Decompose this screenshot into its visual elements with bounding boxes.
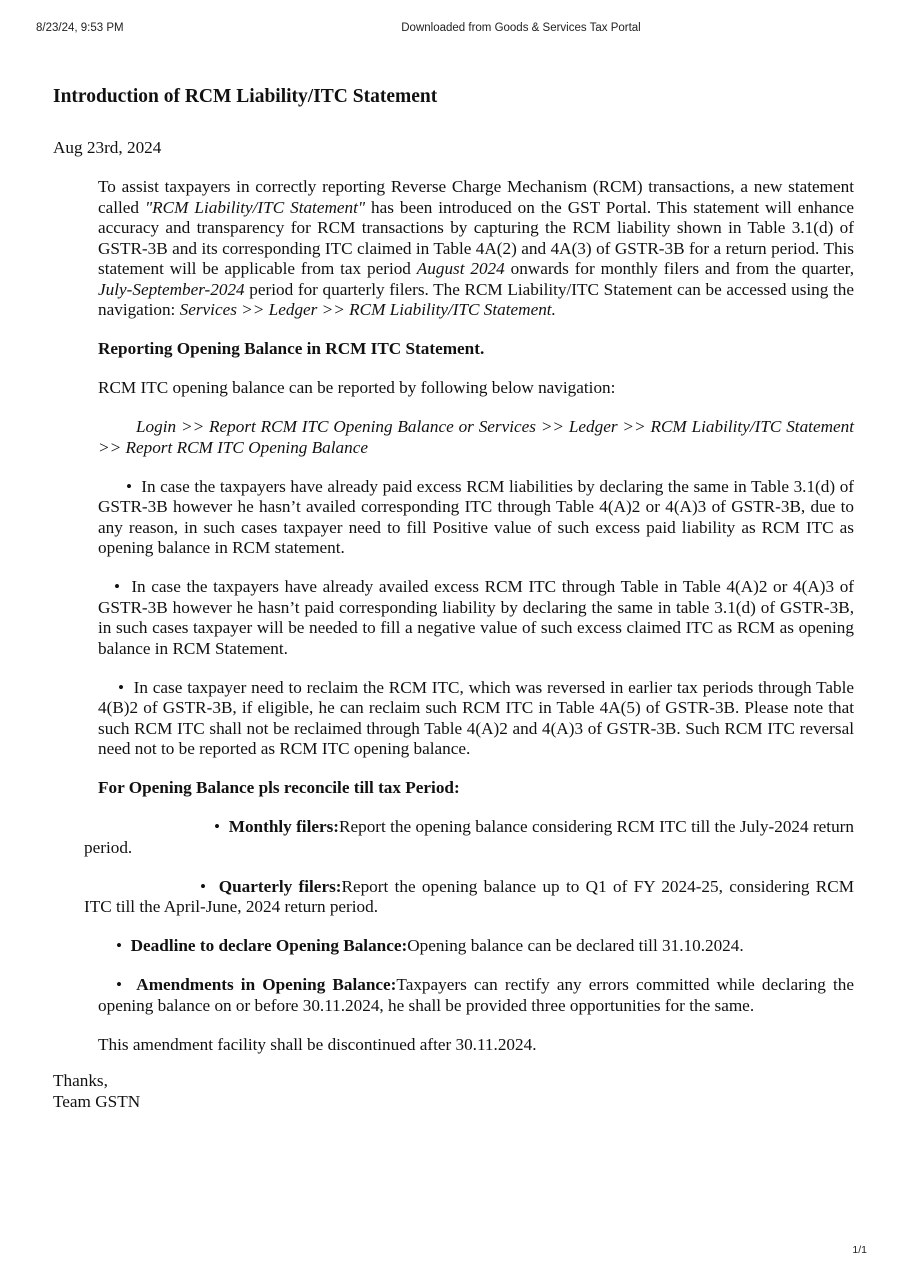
opening-balance-text: RCM ITC opening balance can be reported by following below navigation: — [98, 378, 616, 397]
bullet-icon: • — [116, 936, 123, 955]
case-item — [98, 678, 854, 760]
print-header — [0, 22, 904, 40]
reconcile-item — [98, 936, 854, 957]
case-item — [98, 477, 854, 559]
bullet-icon: • — [126, 476, 133, 496]
start-period-monthly: August 2024 — [416, 259, 505, 278]
reconcile-text: Report the opening balance considering RCM ITC till the July-2024 return period. — [84, 817, 854, 857]
bullet-icon: • — [114, 577, 121, 596]
signoff-team: Team GSTN — [53, 1091, 141, 1111]
page-number: 1/1 — [852, 1244, 867, 1256]
statement-name: "RCM Liability/ITC Statement" — [144, 197, 366, 217]
discontinued-note: This amendment facility shall be discontinued after 30.11.2024. — [98, 1034, 537, 1054]
reconcile-label: Quarterly filers: — [218, 876, 342, 896]
reconcile-heading: For Opening Balance pls reconcile till tax Period: — [98, 778, 460, 797]
intro-text-2: has been introduced on the GST Portal. This statement will enhance accuracy and transparency for RCM transactions by capturing the RCM liability shown in Table 3.1(d) of GSTR-3B and its corresponding ITC claimed in Table 4A(2) and 4A(3) of GSTR-3B for a return period. This statement will be applicable from tax period — [98, 197, 855, 278]
print-source: Downloaded from Goods & Services Tax Portal — [401, 22, 641, 34]
bullet-icon: • — [116, 975, 123, 994]
reconcile-text: Opening balance can be declared till 31.10.2024. — [407, 936, 744, 955]
intro-text-4: period for quarterly filers. The RCM Liability/ITC Statement can be accessed using the navigation: — [98, 279, 854, 319]
intro-paragraph — [98, 177, 854, 321]
navigation-path: Login >> Report RCM ITC Opening Balance or Services >> Ledger >> RCM Liability/ITC Statement >> Report RCM ITC Opening Balance — [98, 417, 854, 457]
article-date: Aug 23rd, 2024 — [53, 138, 162, 157]
reconcile-label: Deadline to declare Opening Balance: — [130, 936, 408, 955]
article-body — [84, 177, 855, 1074]
reconcile-label: Amendments in Opening Balance: — [136, 975, 397, 994]
bullet-icon: • — [200, 876, 207, 896]
reconcile-text: Taxpayers can rectify any errors committed while declaring the opening balance on or before 30.11.2024, he shall be provided three opportunities for the same. — [98, 975, 854, 1015]
intro-text-1: To assist taxpayers in correctly reporting Reverse Charge Mechanism (RCM) transactions, a new statement called — [98, 177, 854, 217]
intro-text-3: onwards for monthly filers and from the quarter, — [504, 259, 854, 278]
statement-navigation: Services >> Ledger >> RCM Liability/ITC Statement. — [179, 300, 556, 319]
reconcile-label: Monthly filers: — [228, 817, 340, 836]
reconcile-text: Report the opening balance up to Q1 of FY 2024-25, considering RCM ITC till the April-June, 2024 return period. — [84, 876, 854, 916]
signoff-thanks: Thanks, — [53, 1071, 108, 1090]
case-item — [98, 577, 854, 659]
reconcile-item — [84, 877, 854, 918]
start-period-quarterly: July-September-2024 — [98, 279, 245, 299]
reconcile-item — [98, 975, 854, 1016]
article-title: Introduction of RCM Liability/ITC Statement — [53, 86, 438, 107]
signoff — [53, 1071, 140, 1112]
case-text: In case taxpayer need to reclaim the RCM ITC, which was reversed in earlier tax periods through Table 4(B)2 of GSTR-3B, if eligible, he can reclaim such RCM ITC in Table 4A(5) of GSTR-3B. Please note that such RCM ITC shall not be reclaimed through Table 4(A)2 and 4(A)3 of GSTR-3B. Such RCM ITC reversal need not to be reported as RCM ITC opening balance. — [98, 677, 855, 758]
print-datetime: 8/23/24, 9:53 PM — [36, 22, 124, 34]
bullet-icon: • — [118, 677, 125, 697]
opening-balance-heading: Reporting Opening Balance in RCM ITC Statement. — [98, 339, 485, 358]
case-text: In case the taxpayers have already paid excess RCM liabilities by declaring the same in Table 3.1(d) of GSTR-3B however he hasn’t availed corresponding ITC through Table 4(A)2 or 4(A)3 of GSTR-3B, due to any reason, in such cases taxpayer need to fill Positive value of such excess paid liability as RCM ITC as opening balance in RCM statement. — [98, 476, 855, 557]
case-text: In case the taxpayers have already availed excess RCM ITC through Table in Table 4(A)2 or 4(A)3 of GSTR-3B however he hasn’t paid corresponding liability by declaring the same in table 3.1(d) of GSTR-3B, in such cases taxpayer will be needed to fill a negative value of such excess claimed ITC as RCM as opening balance in RCM Statement. — [98, 577, 855, 658]
reconcile-item — [84, 817, 854, 858]
bullet-icon: • — [214, 817, 221, 836]
